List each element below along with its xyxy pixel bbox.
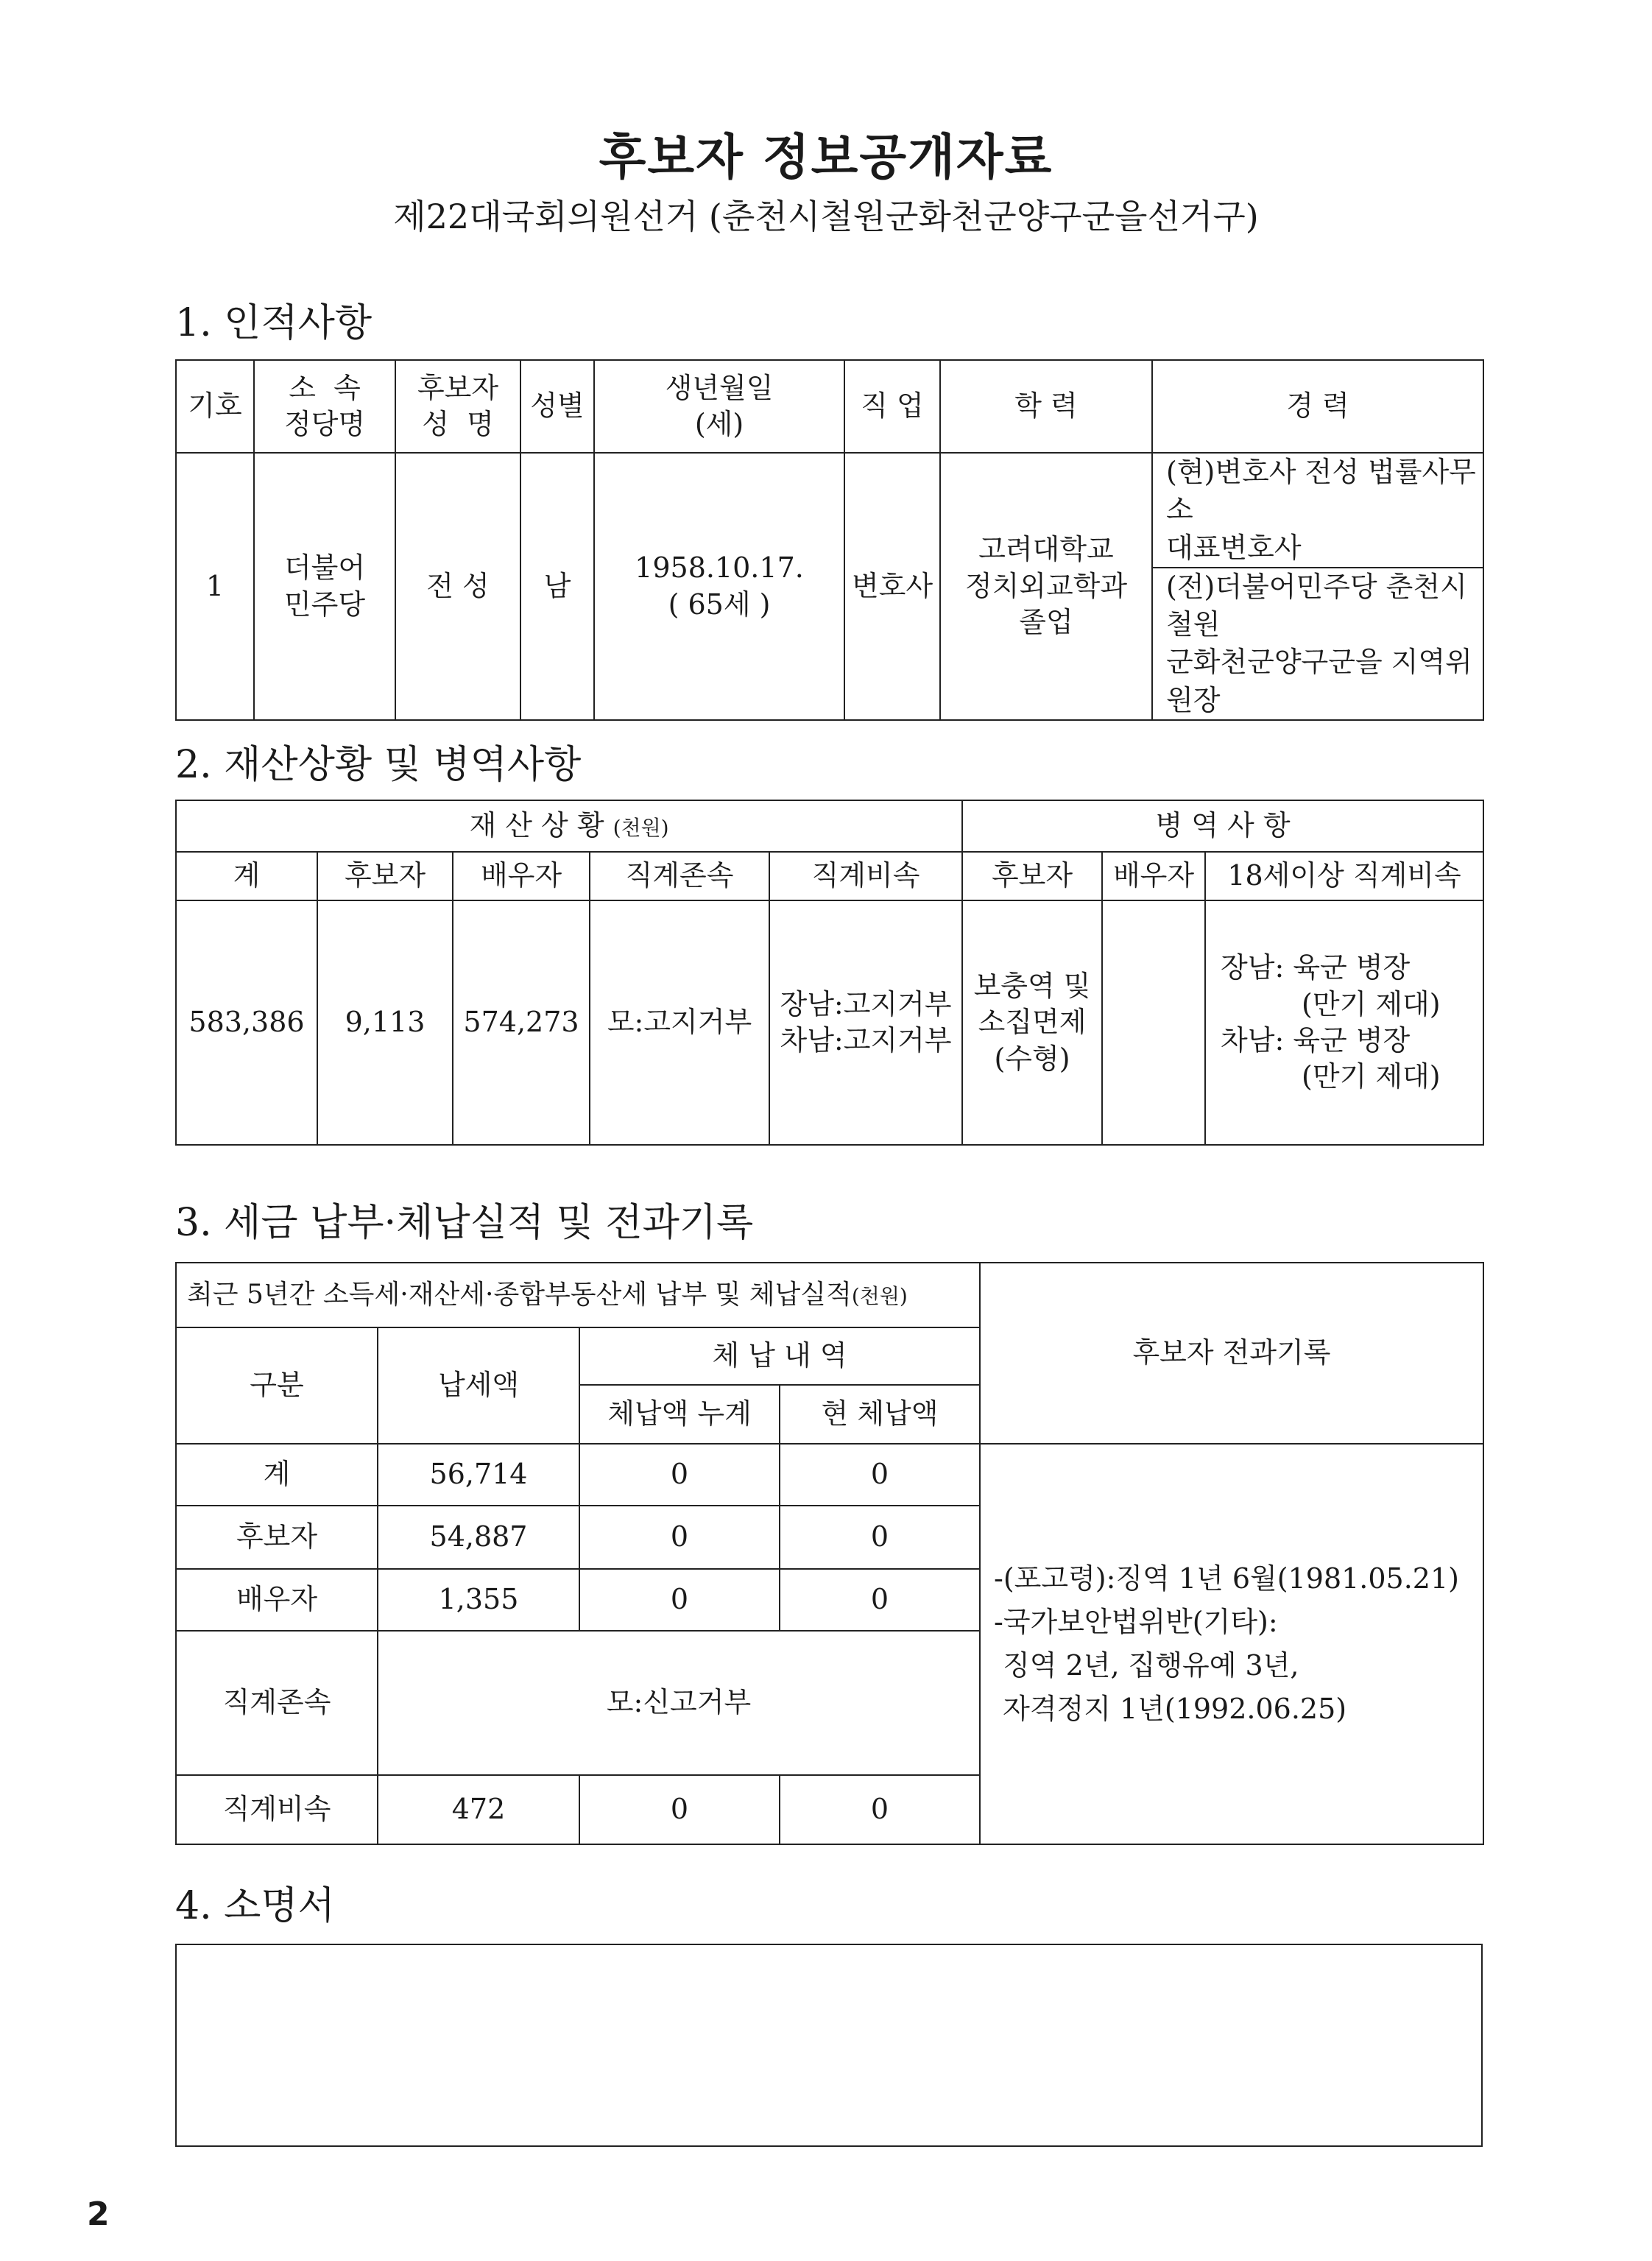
tax-row-spouse-paid: 1,355 [378,1569,579,1631]
cell-name: 전 성 [395,453,520,720]
tax-row-ascendant-value: 모:신고거부 [378,1631,980,1775]
value-mil-desc-line1: 장남: 육군 병장 [1221,951,1411,984]
header-education: 학 력 [940,360,1152,453]
military-header: 병 역 사 항 [962,800,1483,852]
personal-info-row [176,453,1483,568]
section1-heading: 1. 인적사항 [175,301,373,345]
value-descendant-line2: 차남:고지거부 [780,1024,952,1057]
value-mil-desc-line2: (만기 제대) [1302,987,1441,1020]
col-total: 계 [176,852,317,900]
value-mil-candidate-line2: 소집면제 [978,1006,1087,1039]
tax-row-total-arrears-total: 0 [579,1444,780,1506]
cell-job: 변호사 [844,453,940,720]
value-descendant-line1: 장남:고지거부 [780,987,952,1020]
page-number: 2 [87,2195,110,2233]
property-military-values-row [176,900,1483,1145]
tax-row-candidate-arrears-total: 0 [579,1506,780,1569]
criminal-record-cell [980,1444,1483,1844]
col-category: 구분 [176,1327,378,1444]
cell-number: 1 [176,453,254,720]
personal-info-table [175,359,1484,721]
cell-birth [594,453,844,720]
document-subtitle: 제22대국회의원선거 (춘천시철원군화천군양구군을선거구) [393,197,1259,236]
header-party [254,360,395,453]
value-spouse: 574,273 [453,900,590,1145]
cell-gender: 남 [520,453,594,720]
property-header-label: 재 산 상 황 [469,809,604,842]
header-name-line1: 후보자 [417,371,499,404]
header-party-line2: 정당명 [283,408,366,440]
tax-row-spouse-arrears-current: 0 [780,1569,980,1631]
property-military-group-row [176,800,1483,852]
property-military-table [175,800,1484,1146]
tax-row-candidate-paid: 54,887 [378,1506,579,1569]
tax-row-total-paid: 56,714 [378,1444,579,1506]
col-ascendant: 직계존속 [590,852,769,900]
cell-party-line2: 민주당 [283,588,366,621]
col-candidate: 후보자 [317,852,453,900]
col-paid: 납세액 [378,1327,579,1444]
cell-education-line2: 정치외교학과 [964,569,1128,602]
value-mil-descendant [1205,900,1483,1145]
property-header-unit: (천원) [613,816,669,841]
tax-header [176,1263,980,1327]
cell-party-line1: 더불어 [283,551,366,585]
tax-criminal-table [175,1262,1484,1845]
tax-row-descendant-label: 직계비속 [176,1775,378,1844]
col-arrears-total: 체납액 누계 [579,1385,780,1444]
section2-heading: 2. 재산상황 및 병역사항 [175,743,582,787]
header-gender: 성별 [520,360,594,453]
col-descendant: 직계비속 [769,852,962,900]
tax-row-descendant-arrears-total: 0 [579,1775,780,1844]
value-mil-candidate-line1: 보충역 및 [973,969,1091,1002]
career-current-line2: 대표변호사 [1166,531,1302,564]
career-former-line2: 군화천군양구군을 지역위원장 [1166,646,1472,716]
value-total: 583,386 [176,900,317,1145]
criminal-line-1: -(포고령):징역 1년 6월(1981.05.21) [994,1562,1459,1595]
value-ascendant: 모:고지거부 [590,900,769,1145]
cell-education [940,453,1152,720]
value-descendant [769,900,962,1145]
document-title: 후보자 정보공개자료 [599,128,1053,186]
cell-education-line1: 고려대학교 [978,533,1114,566]
tax-header-label: 최근 5년간 소득세·재산세·종합부동산세 납부 및 체납실적 [187,1279,852,1310]
tax-row-candidate-label: 후보자 [176,1506,378,1569]
criminal-line-2: -국가보안법위반(기타): [994,1606,1278,1639]
col-spouse: 배우자 [453,852,590,900]
section4-heading: 4. 소명서 [175,1884,335,1928]
tax-row-spouse-arrears-total: 0 [579,1569,780,1631]
header-birth-line1: 생년월일 [665,371,774,404]
header-name [395,360,520,453]
tax-row-total-label: 계 [176,1444,378,1506]
value-mil-desc-line4: (만기 제대) [1302,1060,1441,1093]
section3-heading: 3. 세금 납부·체납실적 및 전과기록 [175,1201,754,1245]
cell-birth-line2: ( 65세 ) [668,588,771,621]
tax-row-spouse-label: 배우자 [176,1569,378,1631]
career-current-line1: (현)변호사 전성 법률사무소 [1166,456,1476,526]
tax-row-descendant-paid: 472 [378,1775,579,1844]
header-birth-line2: (세) [694,408,744,440]
col-arrears: 체 납 내 역 [579,1327,980,1385]
criminal-line-3: 징역 2년, 집행유예 3년, [994,1649,1299,1682]
cell-birth-line1: 1958.10.17. [635,551,804,585]
personal-info-header-row [176,360,1483,453]
property-military-columns-row [176,852,1483,900]
value-mil-candidate-line3: (수형) [994,1042,1070,1075]
value-candidate: 9,113 [317,900,453,1145]
header-party-line1: 소 속 [289,371,361,404]
tax-header-row [176,1263,1483,1327]
col-arrears-current: 현 체납액 [780,1385,980,1444]
cell-career-current [1152,453,1483,568]
value-mil-candidate [962,900,1102,1145]
header-job: 직 업 [844,360,940,453]
header-name-line2: 성 명 [422,408,494,440]
col-mil-spouse: 배우자 [1102,852,1205,900]
cell-career-former [1152,568,1483,720]
tax-row-descendant-arrears-current: 0 [780,1775,980,1844]
tax-header-unit: (천원) [851,1283,908,1308]
tax-row-total-arrears-current: 0 [780,1444,980,1506]
criminal-line-4: 자격정지 1년(1992.06.25) [994,1692,1347,1725]
value-mil-desc-line3: 차남: 육군 병장 [1221,1024,1411,1057]
tax-row-candidate-arrears-current: 0 [780,1506,980,1569]
header-number: 기호 [176,360,254,453]
cell-education-line3: 졸업 [1019,606,1073,639]
statement-box [175,1944,1483,2147]
criminal-header: 후보자 전과기록 [980,1263,1483,1444]
property-header [176,800,962,852]
col-mil-candidate: 후보자 [962,852,1102,900]
cell-party [254,453,395,720]
tax-row-ascendant-label: 직계존속 [176,1631,378,1775]
value-mil-spouse [1102,900,1205,1145]
header-career: 경 력 [1152,360,1483,453]
col-mil-descendant: 18세이상 직계비속 [1205,852,1483,900]
career-former-line1: (전)더불어민주당 춘천시철원 [1166,570,1467,641]
tax-row-total [176,1444,1483,1506]
header-birth [594,360,844,453]
